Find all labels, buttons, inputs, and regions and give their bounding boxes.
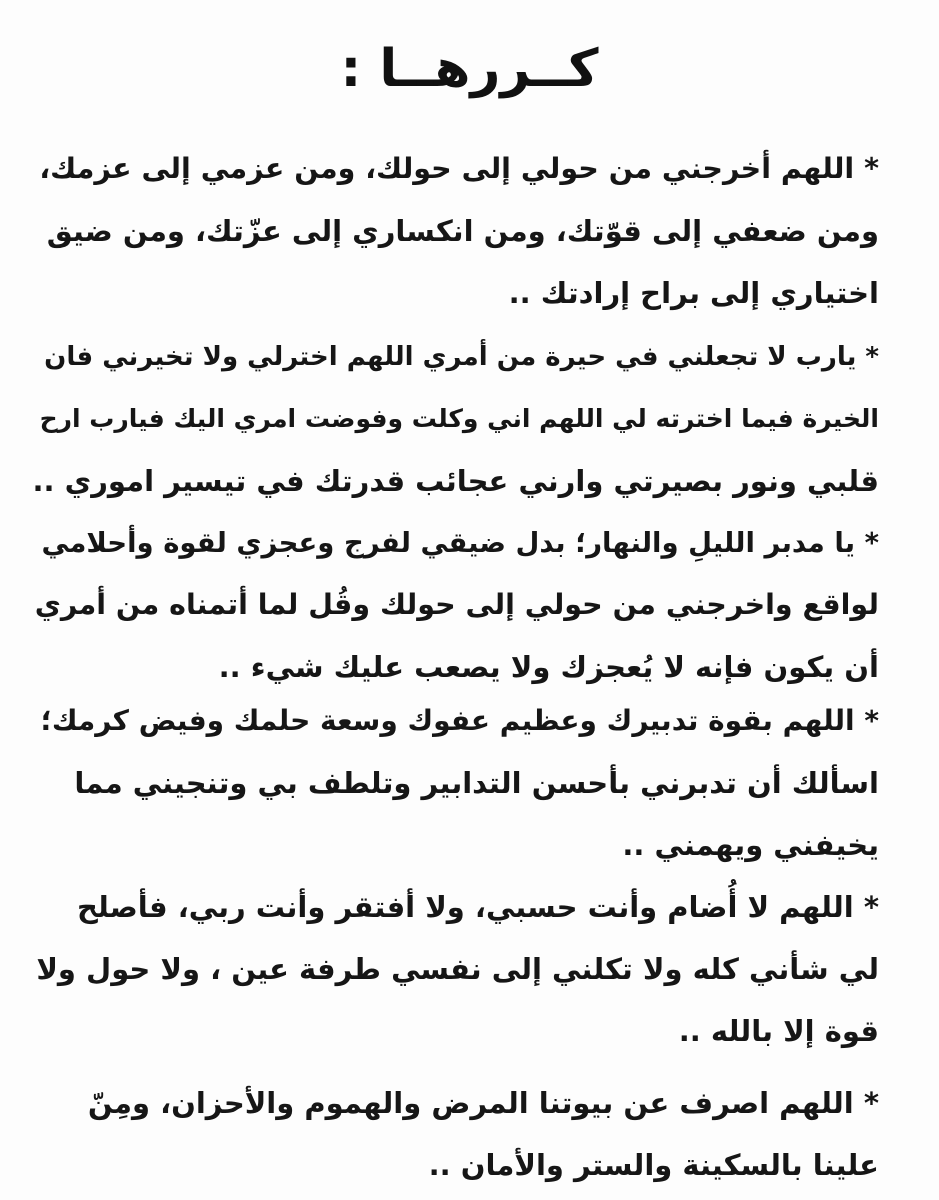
paragraph-line: لي شأني كله ولا تكلني إلى نفسي طرفة عين ، ولا حول ولا (36, 952, 879, 986)
paragraph-line: * اللهم اصرف عن بيوتنا المرض والهموم والأحزان، ومِنّ (87, 1086, 879, 1120)
paragraph-line: اسألك أن تدبرني بأحسن التدابير وتلطف بي وتنجيني مما (74, 766, 879, 800)
paragraph-line: ومن ضعفي إلى قوّتك، ومن انكساري إلى عزّتك، ومن ضيق (46, 214, 879, 248)
prayer-paragraph-5 (29, 876, 879, 1062)
prayer-paragraph-6 (29, 1072, 879, 1196)
paragraph-line: * اللهم أخرجني من حولي إلى حولك، ومن عزمي إلى عزمك، (39, 152, 879, 185)
prayer-paragraph-1 (29, 138, 879, 324)
paragraph-line: اختياري إلى براح إرادتك .. (508, 276, 879, 310)
paragraph-line: لواقع واخرجني من حولي إلى حولك وقُل لما أتمناه من أمري (34, 588, 879, 621)
paragraph-line: * اللهم لا أُضام وأنت حسبي، ولا أفتقر وأنت ربي، فأصلح (77, 890, 879, 924)
paragraph-line: علينا بالسكينة والستر والأمان .. (428, 1148, 879, 1182)
paragraph-line: قلبي ونور بصيرتي وارني عجائب قدرتك في تيسير اموري .. (32, 464, 879, 498)
paragraph-line: يخيفني ويهمني .. (622, 828, 879, 862)
paragraph-line: الخيرة فيما اخترته لي اللهم اني وكلت وفوضت امري اليك فيارب ارح (39, 404, 879, 433)
prayer-paragraph-4 (29, 690, 879, 876)
paragraph-line: * اللهم بقوة تدبيرك وعظيم عفوك وسعة حلمك وفيض كرمك؛ (40, 704, 879, 737)
prayer-paragraph-3 (29, 512, 879, 698)
paragraph-line: * يا مدبر الليلِ والنهار؛ بدل ضيقي لفرج وعجزي لقوة وأحلامي (41, 527, 879, 559)
prayer-paragraph-2 (29, 326, 879, 512)
paragraph-line: * يارب لا تجعلني في حيرة من أمري اللهم اخترلي ولا تخيرني فان (44, 342, 879, 372)
paragraph-line: أن يكون فإنه لا يُعجزك ولا يصعب عليك شيء .. (218, 650, 879, 684)
paragraph-line: قوة إلا بالله .. (678, 1014, 879, 1048)
page-title: كــررهــا : (340, 39, 599, 99)
